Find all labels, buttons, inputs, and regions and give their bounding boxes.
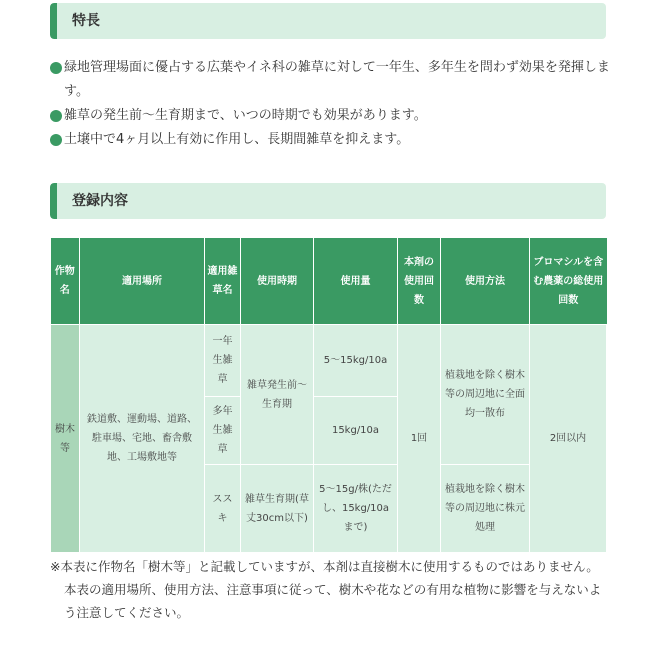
- header-total-uses: ブロマシルを含む農薬の総使用回数: [530, 238, 607, 325]
- registration-table: [50, 238, 607, 553]
- registration-title: 登録内容: [72, 193, 128, 209]
- header-accent-bar: [50, 3, 57, 39]
- feature-item: 雑草の発生前～生育期まで、いつの時期でも効果があります。: [50, 104, 610, 128]
- cell-weed: 多年生雑草: [205, 397, 241, 465]
- bullet-icon: [50, 62, 62, 74]
- cell-timing: 雑草生育期(草丈30cm以下): [241, 465, 314, 553]
- table-row: [51, 325, 607, 397]
- bullet-icon: [50, 134, 62, 146]
- header-amount: 使用量: [314, 238, 398, 325]
- header-accent-bar: [50, 183, 57, 219]
- cell-total-uses: 2回以内: [530, 325, 607, 553]
- cell-crop: 樹木等: [51, 325, 80, 553]
- header-method: 使用方法: [441, 238, 530, 325]
- registration-header: [50, 183, 606, 219]
- header-location: 適用場所: [80, 238, 205, 325]
- cell-weed: ススキ: [205, 465, 241, 553]
- features-header: [50, 3, 606, 39]
- note-2: 本表の適用場所、使用方法、注意事項に従って、樹木や花などの有用な植物に影響を与えないよう注意してください。: [64, 582, 602, 620]
- cell-timing: 雑草発生前～生育期: [241, 325, 314, 465]
- cell-method: 植栽地を除く樹木等の周辺地に全面均一散布: [441, 325, 530, 465]
- features-title: 特長: [72, 13, 100, 29]
- notes: [50, 555, 610, 624]
- cell-amount: 5～15kg/10a: [314, 325, 398, 397]
- cell-amount: 15kg/10a: [314, 397, 398, 465]
- cell-uses: 1回: [398, 325, 441, 553]
- features-list: [50, 56, 610, 152]
- header-uses: 本剤の使用回数: [398, 238, 441, 325]
- cell-location: 鉄道敷、運動場、道路、駐車場、宅地、畜舎敷地、工場敷地等: [80, 325, 205, 553]
- header-weed: 適用雑草名: [205, 238, 241, 325]
- feature-item: 緑地管理場面に優占する広葉やイネ科の雑草に対して一年生、多年生を問わず効果を発揮します。: [50, 56, 610, 104]
- bullet-icon: [50, 110, 62, 122]
- note-1: ※本表に作物名「樹木等」と記載していますが、本剤は直接樹木に使用するものではありません。: [50, 559, 599, 574]
- table-header-row: [51, 238, 607, 325]
- cell-amount: 5～15g/株(ただし、15kg/10aまで): [314, 465, 398, 553]
- cell-weed: 一年生雑草: [205, 325, 241, 397]
- header-timing: 使用時期: [241, 238, 314, 325]
- feature-item: 土壌中で4ヶ月以上有効に作用し、長期間雑草を抑えます。: [50, 128, 610, 152]
- header-crop: 作物名: [51, 238, 80, 325]
- cell-method: 植栽地を除く樹木等の周辺地に株元処理: [441, 465, 530, 553]
